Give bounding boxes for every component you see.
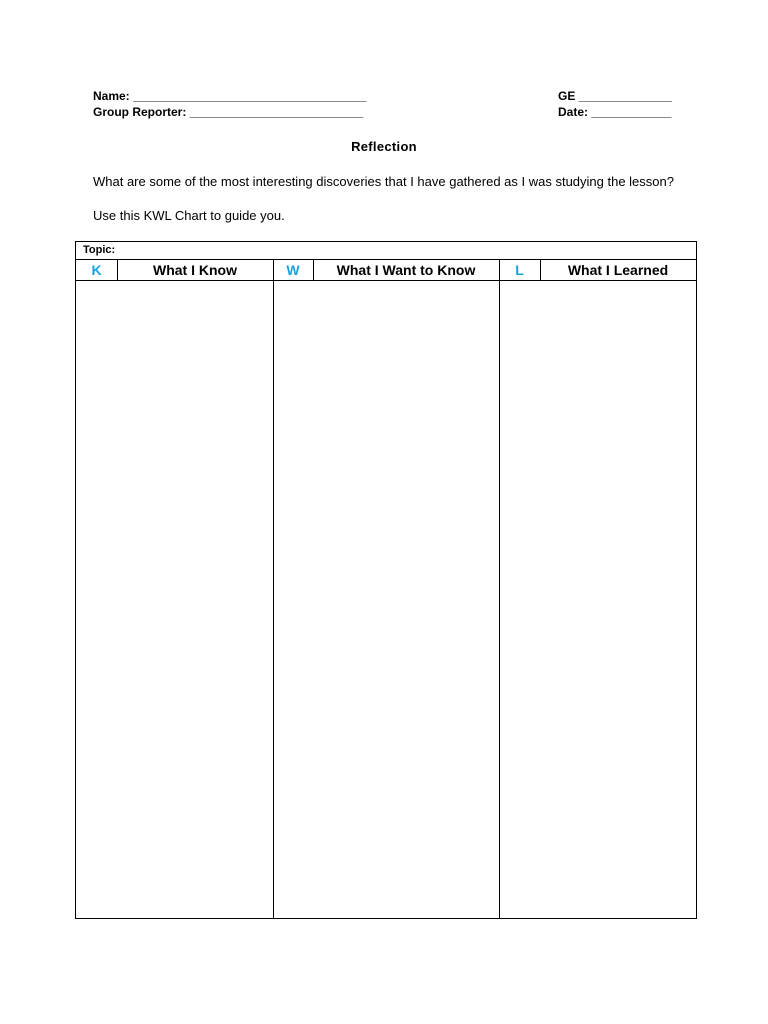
page-title: Reflection [351, 139, 417, 154]
date-field-label: Date: ____________ [558, 105, 672, 119]
topic-row[interactable] [76, 242, 696, 260]
kwl-letter-k: K [91, 262, 102, 278]
kwl-heading-learned: What I Learned [567, 262, 669, 278]
kwl-chart [75, 241, 697, 919]
kwl-letter-l: L [515, 262, 524, 278]
kwl-learned-area[interactable] [500, 281, 696, 918]
reflection-question: What are some of the most interesting discoveries that I have gathered as I was studying the lesson? [93, 174, 674, 189]
kwl-heading-know: What I Know [153, 262, 237, 278]
group-reporter-field-label: Group Reporter: __________________________ [93, 105, 364, 119]
kwl-letter-w: W [286, 262, 300, 278]
kwl-know-area[interactable] [76, 281, 273, 918]
ge-field-label: GE ______________ [558, 89, 673, 103]
kwl-heading-want: What I Want to Know [336, 262, 476, 278]
reflection-instruction: Use this KWL Chart to guide you. [93, 208, 285, 223]
kwl-header-row [76, 260, 696, 281]
topic-label: Topic: [83, 244, 116, 256]
kwl-want-area[interactable] [274, 281, 499, 918]
name-field-label: Name: ___________________________________ [93, 89, 367, 103]
